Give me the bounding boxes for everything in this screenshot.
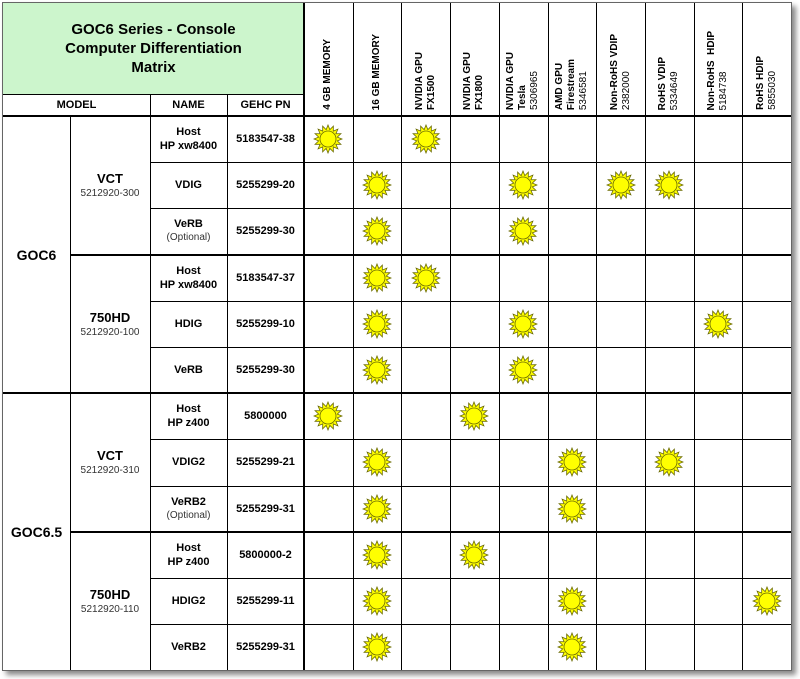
feature-mark	[353, 532, 402, 578]
feature-mark	[401, 255, 450, 301]
column-header-text	[322, 39, 334, 110]
feature-mark	[742, 578, 791, 624]
part-number	[227, 439, 304, 485]
model-group	[70, 255, 150, 394]
model-column-divider	[70, 116, 71, 670]
column-header-text	[462, 52, 486, 110]
column-header	[645, 3, 694, 116]
part-number-value: 5255299-11	[236, 595, 295, 608]
part-number-value: 5800000	[244, 410, 287, 423]
column-header	[450, 3, 499, 116]
feature-mark	[353, 208, 402, 254]
feature-mark	[353, 301, 402, 347]
model-group-name: VCT	[97, 448, 123, 464]
sun-icon	[654, 447, 684, 477]
column-part-number: 5855030	[766, 71, 778, 110]
matrix-left-divider	[303, 3, 305, 670]
part-number-value: 5255299-31	[236, 641, 295, 654]
feature-mark	[645, 162, 694, 208]
part-number	[227, 116, 304, 162]
feature-column-divider	[645, 3, 646, 670]
sun-icon	[362, 216, 392, 246]
sun-icon	[459, 540, 489, 570]
column-part-number: 5306965	[529, 71, 541, 110]
sun-icon	[508, 309, 538, 339]
sun-icon	[557, 447, 587, 477]
sun-icon	[362, 494, 392, 524]
pn-header-label: GEHC PN	[240, 99, 291, 111]
sun-icon	[508, 216, 538, 246]
title-line: GOC6 Series - Console	[71, 21, 236, 38]
column-name: AMD GPU Firestream	[553, 58, 577, 110]
component-name-line: HP z400	[167, 555, 210, 568]
component-name-line: HDIG	[174, 317, 203, 330]
part-number	[227, 393, 304, 439]
title-line: Computer Differentiation	[65, 40, 242, 57]
system-name: GOC6	[16, 246, 57, 263]
sun-icon	[557, 632, 587, 662]
part-number	[227, 162, 304, 208]
sun-icon	[362, 170, 392, 200]
feature-mark	[304, 393, 353, 439]
model-header	[3, 94, 150, 116]
column-name: 16 GB MEMORY	[371, 33, 383, 110]
column-header-text	[371, 34, 383, 110]
feature-mark	[353, 624, 402, 670]
column-part-number: 5346581	[577, 71, 589, 110]
sun-icon	[557, 494, 587, 524]
sun-icon	[752, 586, 782, 616]
model-header-label: MODEL	[56, 99, 97, 111]
part-number-value: 5255299-10	[236, 317, 295, 330]
sun-icon	[362, 632, 392, 662]
feature-column-divider	[450, 3, 451, 670]
component-name	[150, 393, 227, 439]
feature-mark	[499, 301, 548, 347]
feature-column-divider	[401, 3, 402, 670]
column-name: NVIDIA GPU FX1500	[413, 52, 437, 110]
feature-mark	[353, 486, 402, 532]
feature-mark	[548, 439, 597, 485]
part-number-value: 5800000-2	[239, 548, 292, 561]
system-label	[3, 393, 70, 670]
part-number	[227, 347, 304, 393]
component-name	[150, 486, 227, 532]
header-bottom-divider	[3, 115, 791, 117]
feature-column-divider	[353, 3, 354, 670]
sun-icon	[313, 401, 343, 431]
column-part-number: 2382000	[620, 71, 632, 110]
differentiation-matrix	[3, 3, 791, 670]
component-name	[150, 208, 227, 254]
feature-mark	[353, 439, 402, 485]
feature-mark	[548, 578, 597, 624]
model-group-name: 750HD	[89, 309, 131, 325]
column-header	[401, 3, 450, 116]
column-header-text	[755, 56, 779, 110]
model-group-pn: 5212920-110	[80, 604, 140, 616]
sun-icon	[362, 447, 392, 477]
column-name: Non-RoHS VDIP	[608, 33, 620, 110]
component-name-line: VeRB	[174, 364, 203, 377]
matrix-frame	[2, 2, 792, 671]
header-divider	[3, 94, 304, 95]
component-name-line: VeRB	[174, 218, 203, 231]
component-name	[150, 347, 227, 393]
feature-column-divider	[694, 3, 695, 670]
feature-mark	[353, 162, 402, 208]
component-name	[150, 439, 227, 485]
title-line: Matrix	[131, 59, 176, 76]
component-name-line: VeRB2	[171, 641, 206, 654]
part-number	[227, 532, 304, 578]
component-name-line: Host	[176, 541, 201, 554]
sun-icon	[362, 586, 392, 616]
feature-mark	[353, 347, 402, 393]
part-number	[227, 255, 304, 301]
feature-mark	[596, 162, 645, 208]
feature-column-divider	[499, 3, 500, 670]
sun-icon	[313, 124, 343, 154]
pn-header	[227, 94, 304, 116]
name-header-label: NAME	[172, 99, 205, 111]
component-name	[150, 578, 227, 624]
model-group-pn: 5212920-100	[80, 326, 140, 338]
component-name	[150, 624, 227, 670]
model-group-pn: 5212920-300	[80, 188, 140, 200]
column-header-text	[657, 57, 681, 110]
column-name: 4 GB MEMORY	[322, 39, 334, 110]
feature-mark	[499, 208, 548, 254]
column-header	[596, 3, 645, 116]
component-name-line: Host	[176, 264, 201, 277]
component-name-line: HP xw8400	[159, 278, 218, 291]
sun-icon	[362, 263, 392, 293]
feature-column-divider	[596, 3, 597, 670]
sun-icon	[459, 401, 489, 431]
feature-mark	[353, 578, 402, 624]
component-name-line: HDIG2	[171, 595, 206, 608]
feature-mark	[401, 116, 450, 162]
feature-mark	[548, 486, 597, 532]
model-group	[70, 393, 150, 532]
column-header-text	[414, 52, 438, 110]
component-name	[150, 255, 227, 301]
name-column-divider	[150, 94, 151, 670]
part-number	[227, 624, 304, 670]
sun-icon	[508, 355, 538, 385]
feature-mark	[353, 255, 402, 301]
model-group-pn: 5212920-310	[80, 465, 140, 477]
sun-icon	[557, 586, 587, 616]
component-name	[150, 532, 227, 578]
feature-column-divider	[548, 3, 549, 670]
feature-mark	[450, 532, 499, 578]
component-name-line: VDIG2	[171, 456, 205, 469]
feature-mark	[499, 162, 548, 208]
part-number-value: 5183547-38	[236, 133, 295, 146]
name-header	[150, 94, 227, 116]
sun-icon	[411, 263, 441, 293]
feature-mark	[548, 624, 597, 670]
part-number-value: 5255299-20	[236, 179, 295, 192]
sun-icon	[654, 170, 684, 200]
part-number-value: 5255299-30	[236, 225, 295, 238]
sun-icon	[606, 170, 636, 200]
sun-icon	[703, 309, 733, 339]
system-name: GOC6.5	[10, 523, 63, 540]
part-number	[227, 578, 304, 624]
column-part-number: 5334649	[669, 71, 681, 110]
sun-icon	[508, 170, 538, 200]
part-number-value: 5255299-30	[236, 364, 295, 377]
column-header	[548, 3, 597, 116]
model-group	[70, 532, 150, 671]
component-name	[150, 116, 227, 162]
part-number	[227, 301, 304, 347]
system-label	[3, 116, 70, 393]
component-name-line: HP z400	[167, 417, 210, 430]
column-header	[353, 3, 402, 116]
part-number	[227, 486, 304, 532]
column-header-text	[505, 52, 541, 110]
sun-icon	[362, 355, 392, 385]
column-header	[304, 3, 353, 116]
optional-note: (Optional)	[166, 509, 211, 521]
model-group-name: 750HD	[89, 587, 131, 603]
column-header	[742, 3, 791, 116]
feature-mark	[304, 116, 353, 162]
column-header	[694, 3, 743, 116]
chart-title	[3, 3, 304, 94]
component-name-line: Host	[176, 403, 201, 416]
component-name-line: VeRB2	[171, 495, 206, 508]
sun-icon	[362, 540, 392, 570]
optional-note: (Optional)	[166, 232, 211, 244]
column-header	[499, 3, 548, 116]
component-name-line: HP xw8400	[159, 140, 218, 153]
component-name-line: Host	[176, 126, 201, 139]
column-part-number: 5184738	[717, 71, 729, 110]
part-number-value: 5255299-21	[236, 456, 295, 469]
component-name	[150, 301, 227, 347]
feature-mark	[645, 439, 694, 485]
pn-column-divider	[227, 94, 228, 670]
sun-icon	[362, 309, 392, 339]
column-header-text	[609, 34, 633, 110]
column-name: NVIDIA GPU FX1800	[462, 52, 486, 110]
component-name	[150, 162, 227, 208]
feature-mark	[694, 301, 743, 347]
component-name-line: VDIG	[175, 179, 202, 192]
column-header-text	[706, 31, 730, 110]
model-group-name: VCT	[97, 171, 123, 187]
part-number-value: 5255299-31	[236, 502, 295, 515]
feature-mark	[499, 347, 548, 393]
feature-column-divider	[742, 3, 743, 670]
model-group	[70, 116, 150, 255]
part-number	[227, 208, 304, 254]
column-name: RoHS HDIP	[754, 56, 766, 110]
column-name: NVIDIA GPU Tesla	[505, 52, 529, 110]
feature-mark	[450, 393, 499, 439]
sun-icon	[411, 124, 441, 154]
column-name: RoHS VDIP	[657, 56, 669, 110]
column-name: Non-RoHS HDIP	[705, 30, 717, 110]
part-number-value: 5183547-37	[236, 271, 295, 284]
column-header-text	[554, 59, 590, 110]
